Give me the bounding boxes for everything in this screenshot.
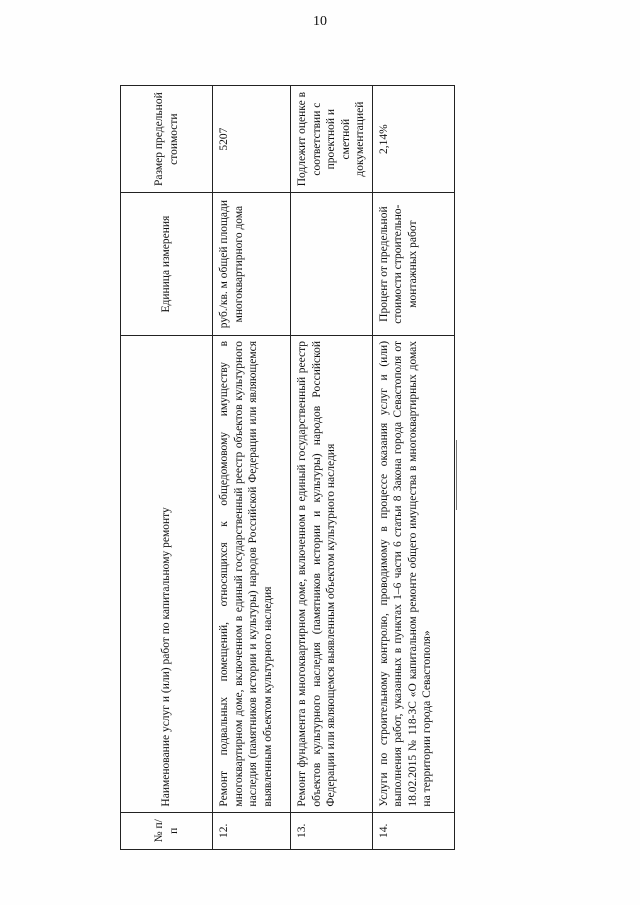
page-number: 10 xyxy=(313,14,327,29)
row-name: Ремонт подвальных помещений, относящихся к общедомовому имуществу в многоквартирном доме, включенном в единый государственный реестр объектов культурного наследия (памятников истории и культуры) народов Российской Федерации или являющемся выявленным объектом культурного наследия xyxy=(213,335,291,812)
cost-table xyxy=(120,85,455,850)
table-row xyxy=(291,86,373,850)
header-unit: Единица измерения xyxy=(121,193,213,336)
header-cost: Размер предельной стоимости xyxy=(121,86,213,193)
row-cost: Подлежит оценке в соответствии с проектной и сметной документацией xyxy=(291,86,373,193)
header-num: № п/п xyxy=(121,812,213,849)
cost-table-container xyxy=(120,85,450,850)
row-unit: Процент от предельной стоимости строительно-монтажных работ xyxy=(372,193,454,336)
header-name: Наименование услуг и (или) работ по капитальному ремонту xyxy=(121,335,213,812)
table-row xyxy=(213,86,291,850)
row-unit: руб./кв. м общей площади многоквартирного дома xyxy=(213,193,291,336)
row-num: 12. xyxy=(213,812,291,849)
table-row xyxy=(372,86,454,850)
row-cost: 2,14% xyxy=(372,86,454,193)
row-num: 14. xyxy=(372,812,454,849)
scan-margin-line xyxy=(456,440,457,510)
row-cost: 5207 xyxy=(213,86,291,193)
row-num: 13. xyxy=(291,812,373,849)
row-unit xyxy=(291,193,373,336)
row-name: Услуги по строительному контролю, проводимому в процессе оказания услуг и (или) выполнения работ, указанных в пунктах 1–6 части 6 статьи 8 Закона города Севастополя от 18.02.2015 № 118-ЗС «О капитальном ремонте общего имущества в многоквартирных домах на территории города Севастополя» xyxy=(372,335,454,812)
table-header-row xyxy=(121,86,213,850)
row-name: Ремонт фундамента в многоквартирном доме, включенном в единый государственный реестр объектов культурного наследия (памятников истории и культуры) народов Российской Федерации или являющемся выявленным объектом культурного наследия xyxy=(291,335,373,812)
